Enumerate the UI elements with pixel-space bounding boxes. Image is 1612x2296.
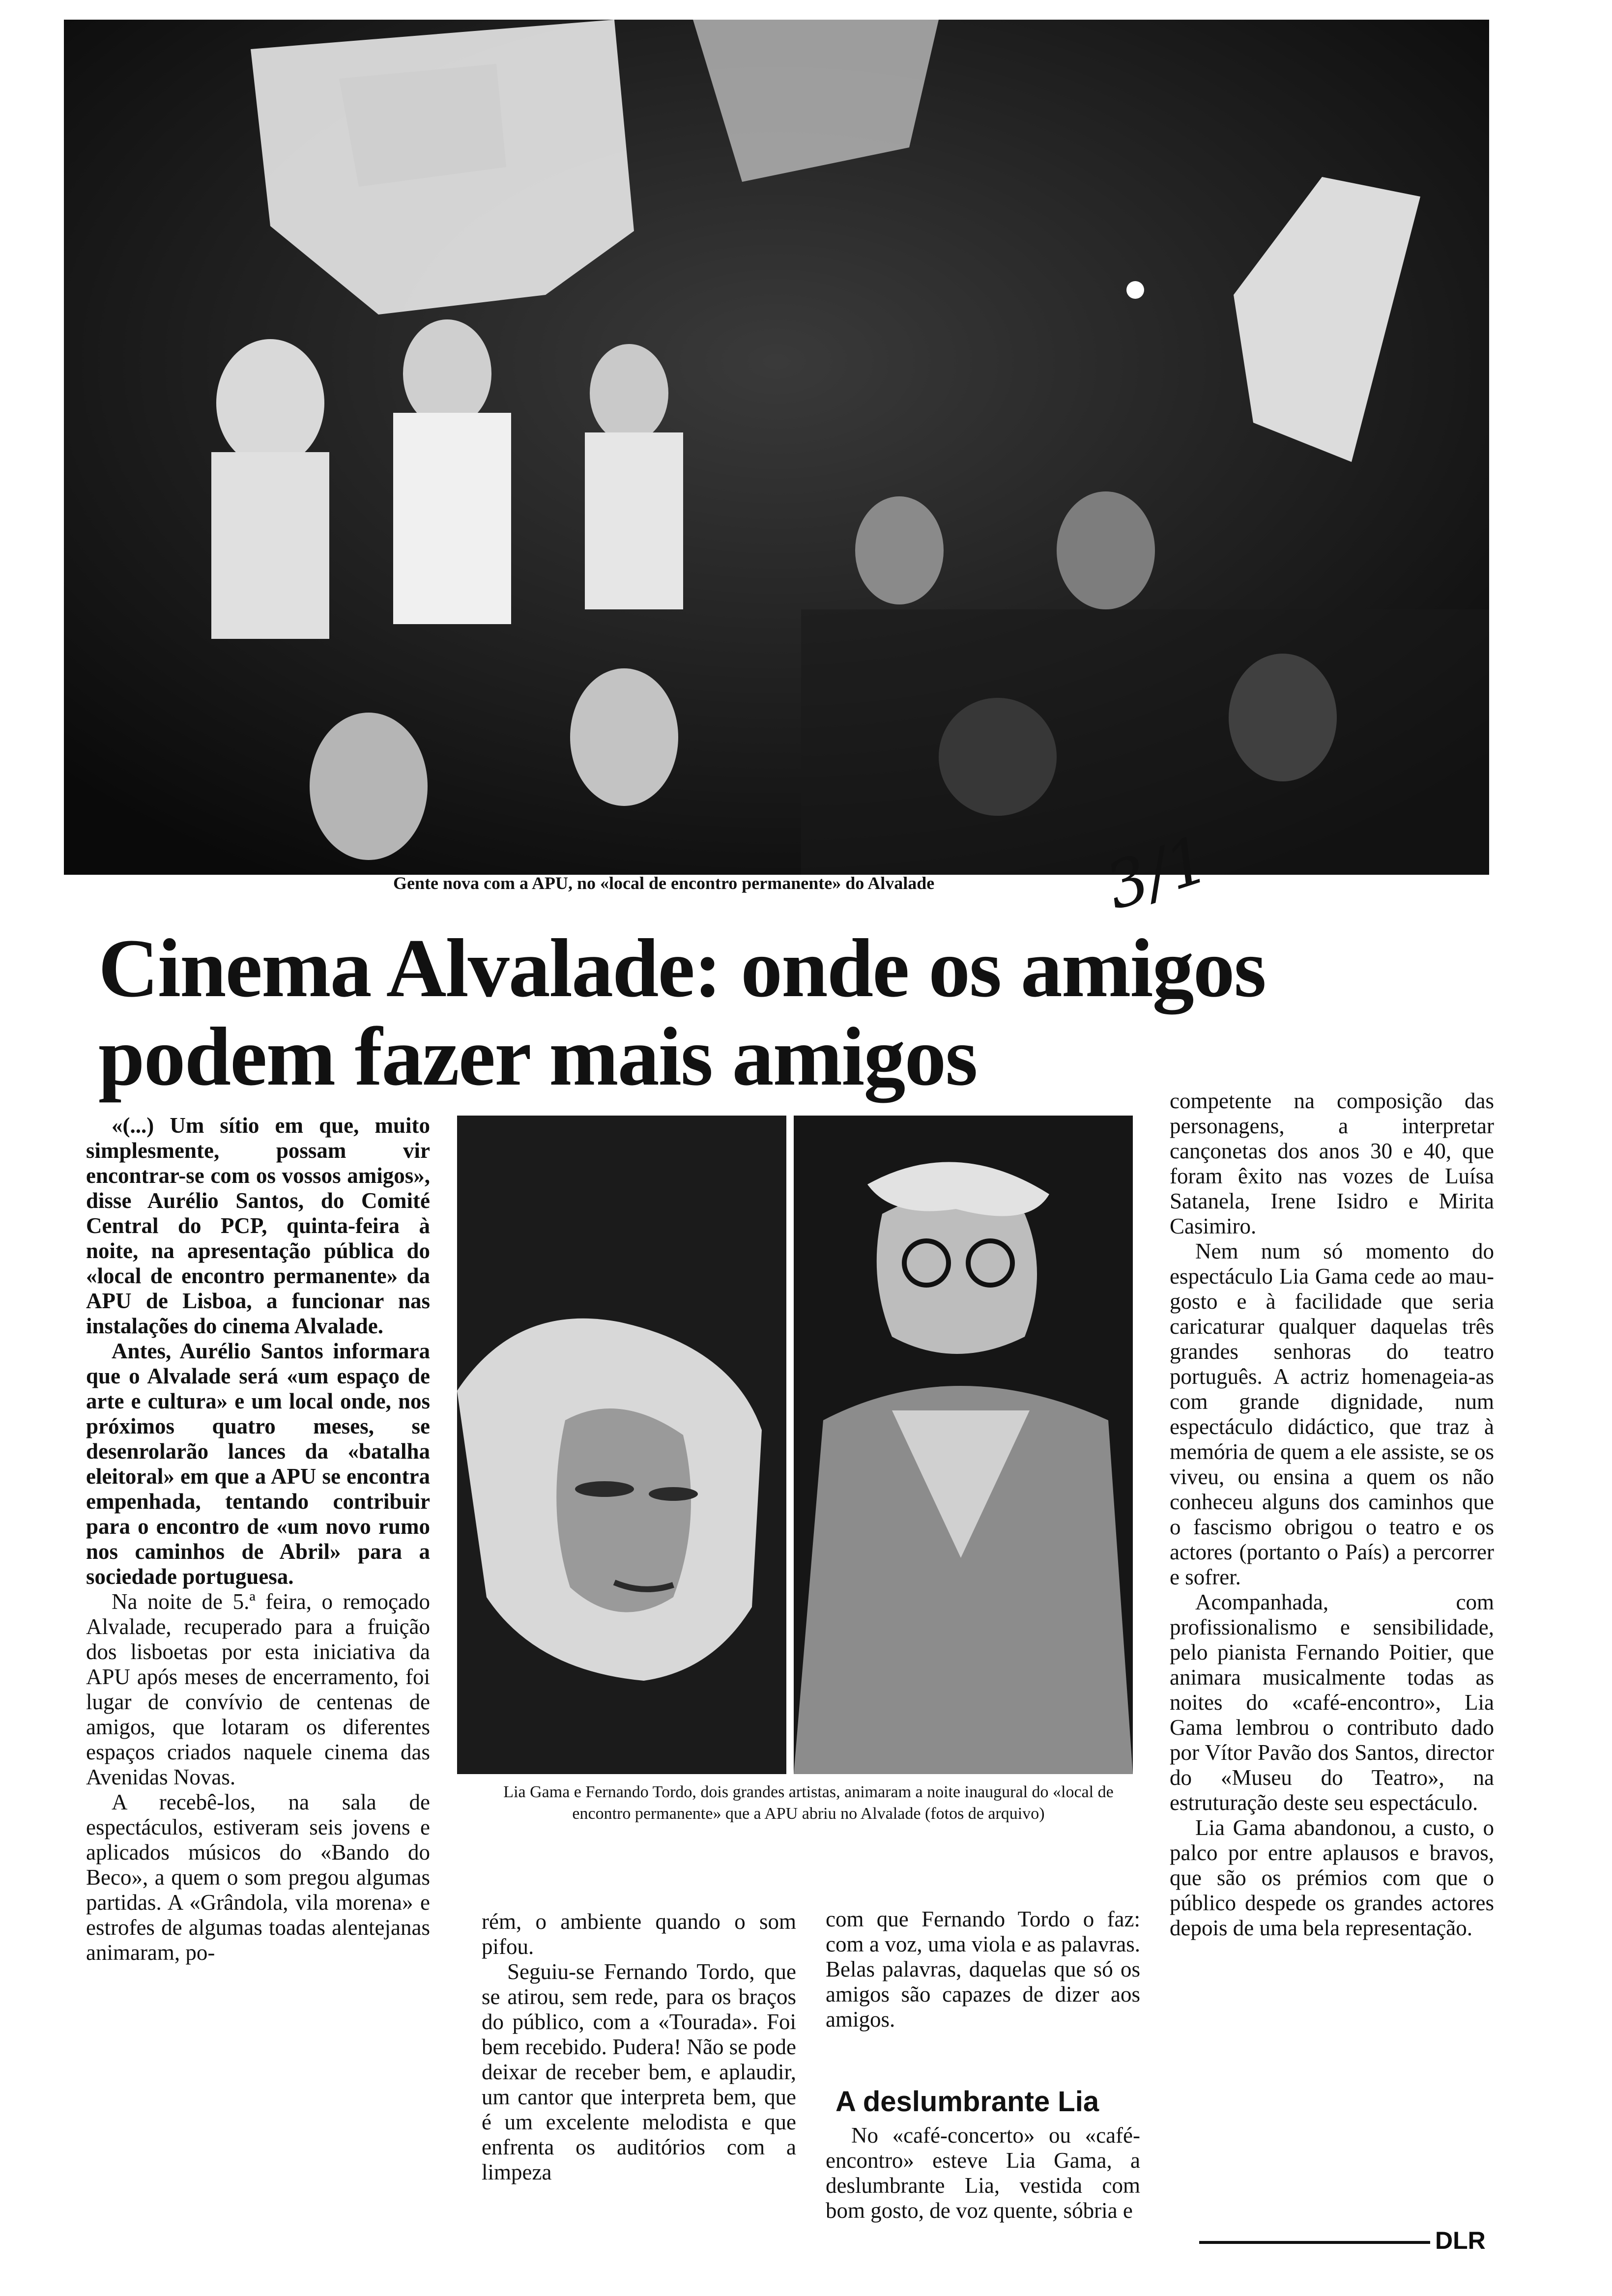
article-column-2 xyxy=(482,1909,796,2293)
portrait-fernando-tordo-icon xyxy=(794,1116,1133,1774)
article-column-3-continued xyxy=(826,2123,1140,2293)
column-4-paragraph-1: competente na composição das personagens, a interpretar cançonetas dos anos 30 e 40, que foram êxito nas vozes de Luísa Satanela, Irene Isidro e Mirita Casimiro. xyxy=(1170,1089,1494,1238)
lia-gama-photo xyxy=(457,1116,786,1774)
fernando-tordo-photo xyxy=(794,1116,1133,1774)
middle-photos-caption: Lia Gama e Fernando Tordo, dois grandes artistas, animaram a noite inaugural do «local de encontro permanente» que a APU abriu no Alvalade (fotos de arquivo) xyxy=(503,1783,1114,1823)
article-column-4 xyxy=(1170,1089,1494,2209)
top-photo-caption: Gente nova com a APU, no «local de encontro permanente» do Alvalade xyxy=(393,873,935,893)
column-1-paragraph-2: Antes, Aurélio Santos informara que o Alvalade será «um espaço de arte e cultura» e um local onde, nos próximos quatro meses, se desenrolarão lances da «batalha eleitoral» em que a APU se encontra empenhada, tentando contribuir para o encontro de «um novo rumo nos caminhos de Abril» para a sociedade portuguesa. xyxy=(86,1339,430,1589)
author-signature: DLR xyxy=(1435,2227,1486,2254)
handwritten-note: 3/1 xyxy=(1096,821,1218,924)
article-column-1 xyxy=(86,1113,430,2293)
column-2-paragraph-2: Seguiu-se Fernando Tordo, que se atirou, sem rede, para os braços do público, com a «Tourada». Foi bem recebido. Pudera! Não se pode deixar de receber bem, e aplaudir, um cantor que interpreta bem, que é um excelente melodista e que enfrenta os auditórios com a limpeza xyxy=(482,1959,796,2184)
article-column-3 xyxy=(826,1907,1140,2054)
headline-line-1: Cinema Alvalade: onde os amigos xyxy=(98,922,1266,1014)
headline-line-2: podem fazer mais amigos xyxy=(98,1010,977,1103)
column-1-paragraph-4: A recebê-los, na sala de espectáculos, estiveram seis jovens e aplicados músicos do «Bando do Beco», a quem o som pregou algumas partidas. A «Grândola, vila morena» e estrofes de algumas toadas alentejanas animaram, po- xyxy=(86,1790,430,1965)
subheading-deslumbrante-lia: A deslumbrante Lia xyxy=(835,2086,1099,2118)
signature-rule xyxy=(1199,2241,1430,2244)
column-2-paragraph-1: rém, o ambiente quando o som pifou. xyxy=(482,1909,796,1959)
column-4-paragraph-2: Nem num só momento do espectáculo Lia Gama cede ao mau-gosto e à facilidade que seria caricaturar qualquer daquelas três grandes senhoras do teatro português. A actriz homenageia-as com grande dignidade, num espectáculo didáctico, que traz à memória de quem a ele assiste, se os viveu, ou ensina a quem os não conheceu alguns dos caminhos que o fascismo obrigou o teatro e os actores (portanto o País) a percorrer e sofrer. xyxy=(1170,1239,1494,1589)
column-1-paragraph-1: «(...) Um sítio em que, muito simplesmente, possam vir encontrar-se com os vossos amigos», disse Aurélio Santos, do Comité Central do PCP, quinta-feira à noite, na apresentação pública do «local de encontro permanente» da APU de Lisboa, a funcionar nas instalações do cinema Alvalade. xyxy=(86,1113,430,1338)
column-3-paragraph-2: No «café-concerto» ou «café-encontro» esteve Lia Gama, a deslumbrante Lia, vestida com bom gosto, de voz quente, sóbria e xyxy=(826,2123,1140,2223)
column-4-paragraph-3: Acompanhada, com profissionalismo e sensibilidade, pelo pianista Fernando Poitier, que animara musicalmente todas as noites do «café-encontro», Lia Gama lembrou o contributo dado por Vítor Pavão dos Santos, director do «Museu do Teatro», na estruturação deste seu espectáculo. xyxy=(1170,1590,1494,1815)
crowd-photo-icon xyxy=(64,20,1489,875)
column-1-paragraph-3: Na noite de 5.ª feira, o remoçado Alvalade, recuperado para a fruição dos lisboetas por esta iniciativa da APU após meses de encerramento, foi lugar de convívio de centenas de amigos, que lotaram os diferentes espaços criados naquele cinema das Avenidas Novas. xyxy=(86,1589,430,1789)
column-3-paragraph-1: com que Fernando Tordo o faz: com a voz, uma viola e as palavras. Belas palavras, daquelas que só os amigos são capazes de dizer aos amigos. xyxy=(826,1907,1140,2032)
column-4-paragraph-4: Lia Gama abandonou, a custo, o palco por entre aplausos e bravos, que são os prémios com que o público despede os grandes actores depois de uma bela representação. xyxy=(1170,1815,1494,1940)
portrait-lia-gama-icon xyxy=(457,1116,786,1774)
crowd-photo xyxy=(64,20,1489,875)
